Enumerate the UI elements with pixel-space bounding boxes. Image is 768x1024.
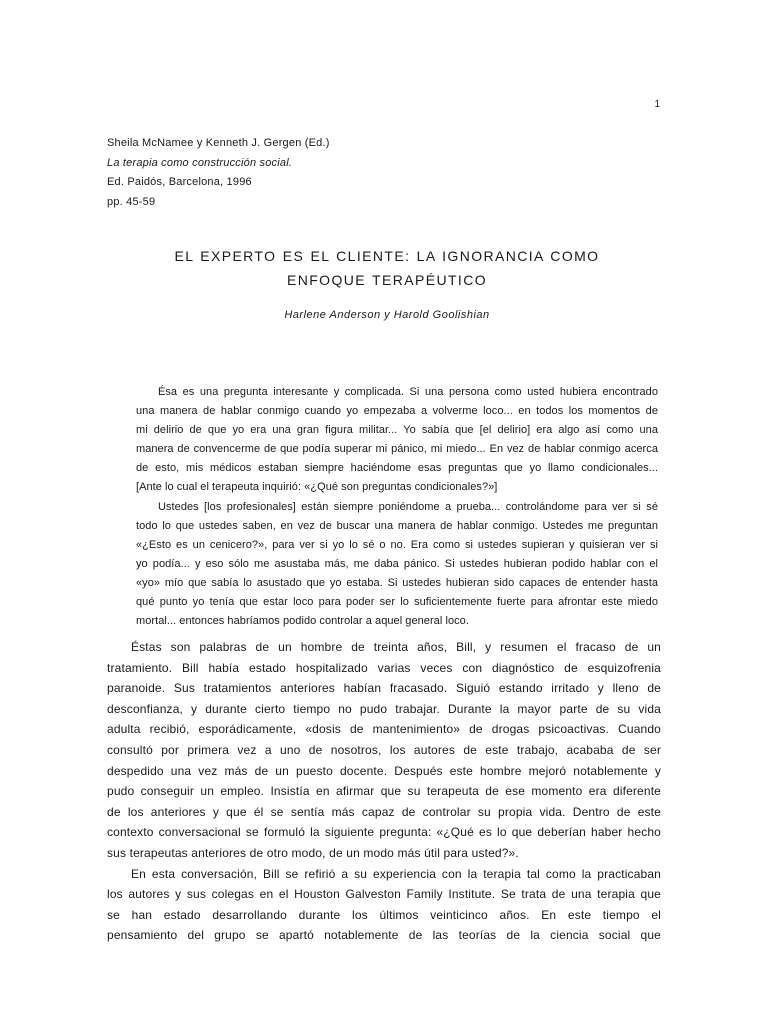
- citation-editors: Sheila McNamee y Kenneth J. Gergen (Ed.): [107, 137, 330, 149]
- citation-pages: pp. 45-59: [107, 195, 156, 208]
- body-line: contexto conversacional se formuló la siguiente pregunta: «¿Qué es lo que deberían haber hecho: [107, 825, 661, 840]
- quote-line: «yo» mío que sabía lo asustado que yo estaba. Si ustedes hubieran sido capaces de entender hasta: [136, 576, 658, 589]
- quote-line: Ustedes [los profesionales] están siempre poniéndome a prueba... controlándome para ver si sé: [158, 500, 658, 513]
- quote-line: [Ante lo cual el terapeuta inquirió: «¿Qué son preguntas condicionales?»]: [136, 481, 498, 494]
- quote-line: una manera de hablar conmigo cuando yo empezaba a volverme loco... en todos los momentos de: [136, 405, 658, 418]
- body-line: pudo conseguir un empleo. Insistía en afirmar que su terapeuta de ese momento era diferente: [107, 784, 661, 799]
- body-line: consultó por primera vez a uno de nosotros, los autores de este trabajo, acababa de ser: [107, 742, 661, 757]
- title-line: EL EXPERTO ES EL CLIENTE: LA IGNORANCIA COMO: [174, 248, 600, 264]
- body-line: los autores y sus colegas en el Houston Galveston Family Institute. Se trata de una terapia que: [107, 887, 661, 902]
- quote-line: manera de convencerme de que podía superar mi pánico, mi miedo... En vez de hablar conmigo acerca: [136, 443, 658, 456]
- quote-line: todo lo que ustedes saben, en vez de buscar una manera de hablar conmigo. Ustedes me preguntan: [136, 519, 658, 532]
- quote-line: de esto, mis médicos estaban siempre haciéndome esas preguntas que yo llamo condicionales...: [136, 462, 658, 475]
- body-line: Éstas son palabras de un hombre de treinta años, Bill, y resumen el fracaso de un: [131, 640, 661, 654]
- article-authors: Harlene Anderson y Harold Goolishian: [284, 309, 490, 321]
- quote-line: «¿Esto es un cenicero?», para ver si yo lo sé o no. Era como si ustedes supieran y quisieran ver si: [136, 538, 658, 551]
- body-line: sus terapeutas anteriores de otro modo, de un modo más útil para usted?».: [107, 845, 519, 860]
- body-line: paranoide. Sus tratamientos anteriores habían fracasado. Siguió estando irritado y lleno de: [107, 681, 661, 696]
- title-line: ENFOQUE TERAPÉUTICO: [286, 272, 488, 288]
- body-line: se han estado desarrollando durante los últimos veinticinco años. En este tiempo el: [107, 907, 661, 922]
- epigraph-quote: [136, 383, 658, 631]
- body-line: de los anteriores y que él se sentía más capaz de controlar su propia vida. Dentro de este: [107, 804, 661, 819]
- body-line: pensamiento del grupo se apartó notablemente de las teorías de la ciencia social que: [107, 928, 661, 943]
- page-number: 1: [654, 99, 660, 110]
- body-line: tratamiento. Bill había estado hospitalizado varias veces con diagnóstico de esquizofrenia: [107, 660, 661, 675]
- citation-block: [107, 134, 667, 212]
- citation-publisher: Ed. Paidós, Barcelona, 1996: [107, 176, 252, 188]
- body-line: En esta conversación, Bill se refirió a su experiencia con la terapia tal como la practicaban: [131, 866, 661, 881]
- quote-line: yo podía... y eso sólo me asustaba más, me daba pánico. Si ustedes hubieran podido hablar con el: [136, 557, 658, 570]
- article-title: [107, 244, 667, 292]
- body-text: [107, 637, 661, 946]
- quote-line: mortal... entonces habríamos podido controlar a aquel general loco.: [136, 615, 469, 628]
- body-line: desconfianza, y durante cierto tiempo no pudo trabajar. Durante la mayor parte de su vida: [107, 701, 661, 716]
- quote-line: Ésa es una pregunta interesante y complicada. Si una persona como usted hubiera encontrado: [158, 386, 658, 398]
- quote-line: qué punto yo tenía que estar loco para poder ser lo suficientemente fuerte para afrontar este miedo: [136, 596, 658, 609]
- body-line: despedido una vez más de un puesto docente. Después este hombre mejoró notablemente y: [107, 763, 661, 778]
- citation-book-title: La terapia como construcción social.: [107, 156, 293, 169]
- quote-line: mi delirio de que yo era una gran figura militar... Yo sabía que [el delirio] era algo así como una: [136, 424, 658, 437]
- body-line: adulta recibió, esporádicamente, «dosis de mantenimiento» de drogas psicoactivas. Cuando: [107, 722, 661, 737]
